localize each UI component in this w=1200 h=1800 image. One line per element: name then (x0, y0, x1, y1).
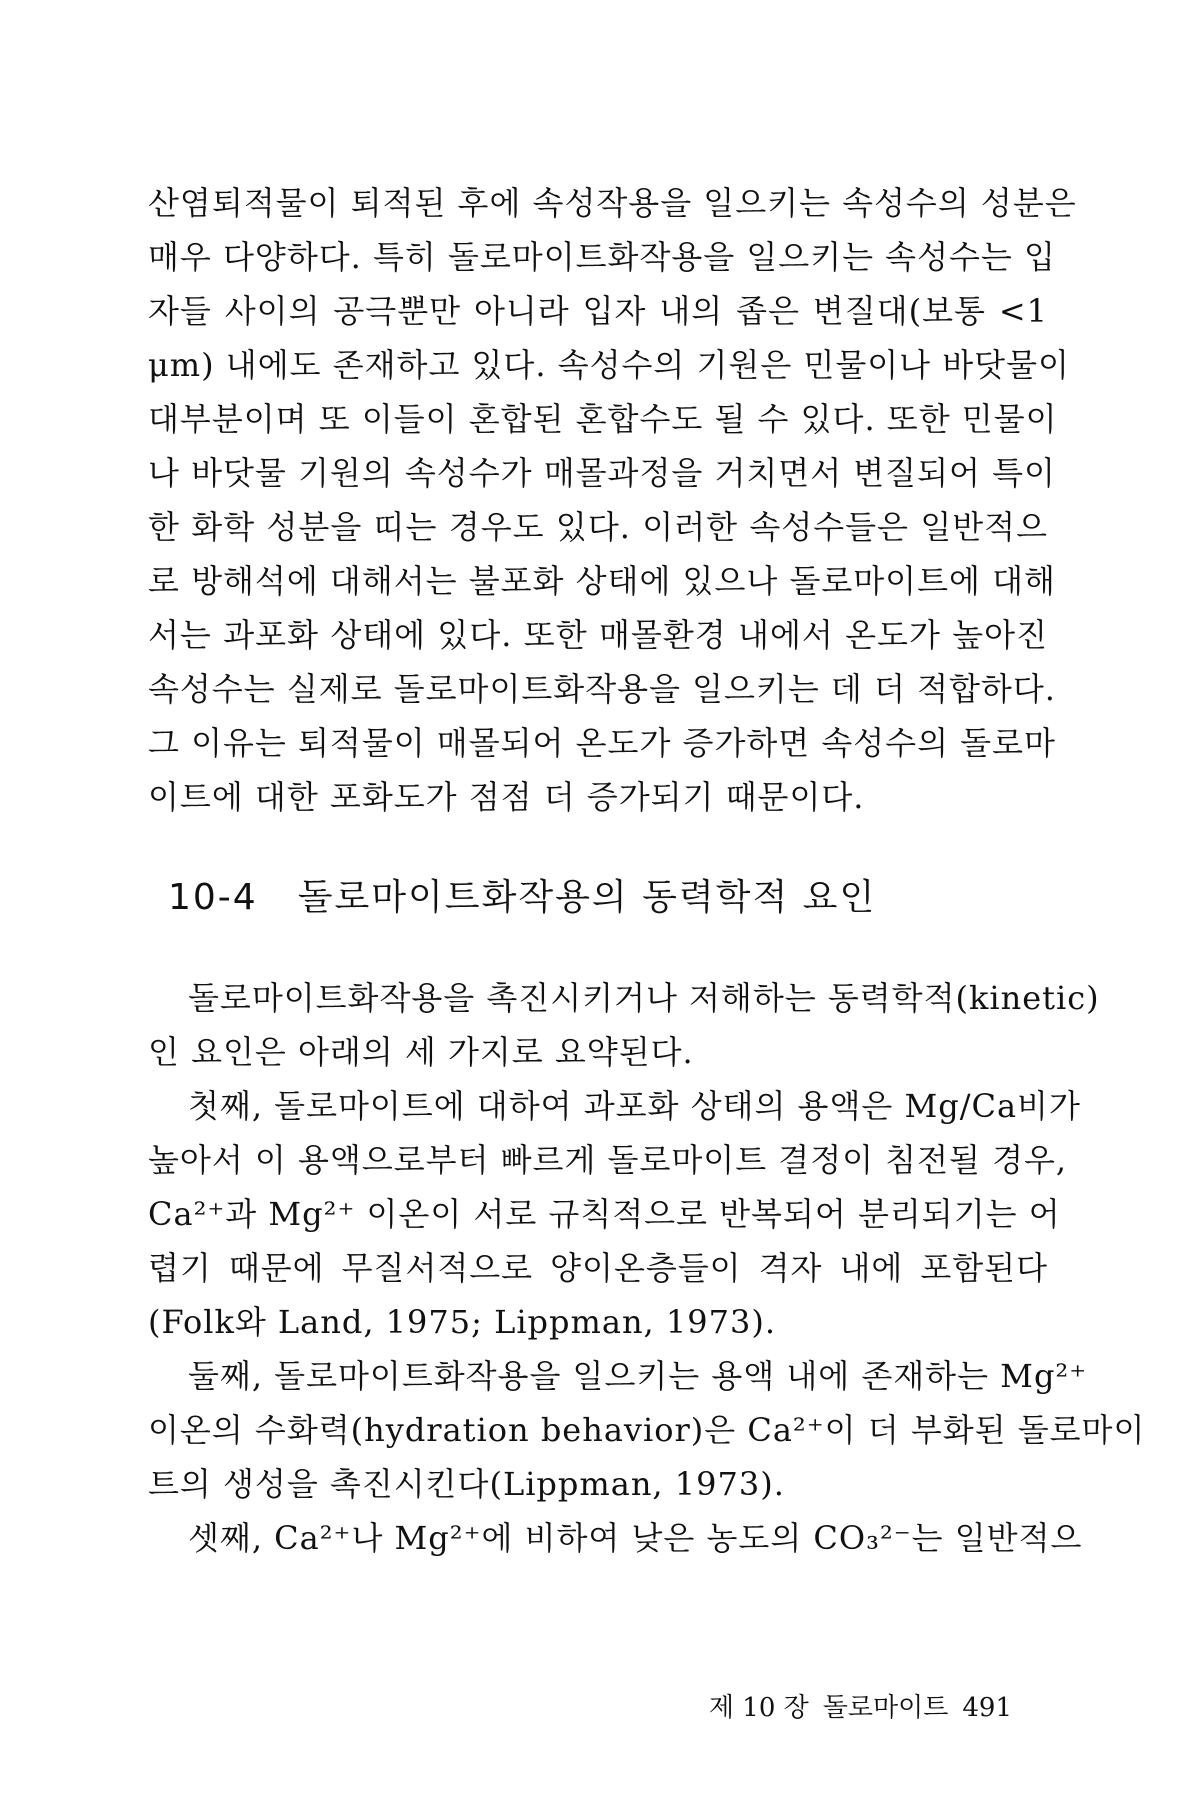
text-line: 그 이유는 퇴적물이 매몰되어 온도가 증가하면 속성수의 돌로마 (148, 724, 1056, 762)
text-line: 매우 다양하다. 특히 돌로마이트화작용을 일으키는 속성수는 입 (148, 238, 1056, 276)
text-line: 높아서 이 용액으로부터 빠르게 돌로마이트 결정이 침전될 경우, (148, 1141, 1068, 1179)
text-line: 인 요인은 아래의 세 가지로 요약된다. (148, 1033, 694, 1071)
section-title: 돌로마이트화작용의 동력학적 요인 (297, 877, 877, 918)
text-line: 돌로마이트화작용을 촉진시키거나 저해하는 동력학적(kinetic) (188, 979, 1100, 1017)
text-line: 트의 생성을 촉진시킨다(Lippman, 1973). (148, 1465, 785, 1503)
text-line: 이트에 대한 포화도가 점점 더 증가되기 때문이다. (148, 778, 865, 816)
text-line: 둘째, 돌로마이트화작용을 일으키는 용액 내에 존재하는 Mg²⁺ (188, 1357, 1088, 1395)
text-line: μm) 내에도 존재하고 있다. 속성수의 기원은 민물이나 바닷물이 (148, 346, 1070, 384)
page-number: 491 (962, 1693, 1012, 1723)
footer-chapter-title: 돌로마이트 (822, 1693, 949, 1723)
text-line: 대부분이며 또 이들이 혼합된 혼합수도 될 수 있다. 또한 민물이 (148, 400, 1058, 438)
text-line: 한 화학 성분을 띠는 경우도 있다. 이러한 속성수들은 일반적으 (148, 508, 1048, 546)
text-line: 속성수는 실제로 돌로마이트화작용을 일으키는 데 더 적합하다. (148, 670, 1056, 708)
text-line: (Folk와 Land, 1975; Lippman, 1973). (148, 1303, 776, 1341)
footer-chapter: 제 10 장 (708, 1693, 809, 1723)
page-footer (695, 1688, 1012, 1728)
text-line: 산염퇴적물이 퇴적된 후에 속성작용을 일으키는 속성수의 성분은 (148, 184, 1077, 222)
text-line: 나 바닷물 기원의 속성수가 매몰과정을 거치면서 변질되어 특이 (148, 454, 1056, 492)
text-line: 이온의 수화력(hydration behavior)은 Ca²⁺이 더 부화된 돌로마이 (148, 1411, 1146, 1449)
section-number: 10-4 (168, 877, 258, 918)
text-line: 첫째, 돌로마이트에 대하여 과포화 상태의 용액은 Mg/Ca비가 (188, 1087, 1081, 1125)
text-line: 렵기 때문에 무질서적으로 양이온층들이 격자 내에 포함된다 (148, 1249, 1048, 1287)
section-heading (168, 870, 876, 926)
text-line: Ca²⁺과 Mg²⁺ 이온이 서로 규칙적으로 반복되어 분리되기는 어 (148, 1195, 1061, 1233)
text-line: 자들 사이의 공극뿐만 아니라 입자 내의 좁은 변질대(보통 <1 (148, 292, 1048, 330)
text-line: 셋째, Ca²⁺나 Mg²⁺에 비하여 낮은 농도의 CO₃²⁻는 일반적으 (188, 1519, 1083, 1557)
text-line: 로 방해석에 대해서는 불포화 상태에 있으나 돌로마이트에 대해 (148, 562, 1056, 600)
text-line: 서는 과포화 상태에 있다. 또한 매몰환경 내에서 온도가 높아진 (148, 616, 1048, 654)
